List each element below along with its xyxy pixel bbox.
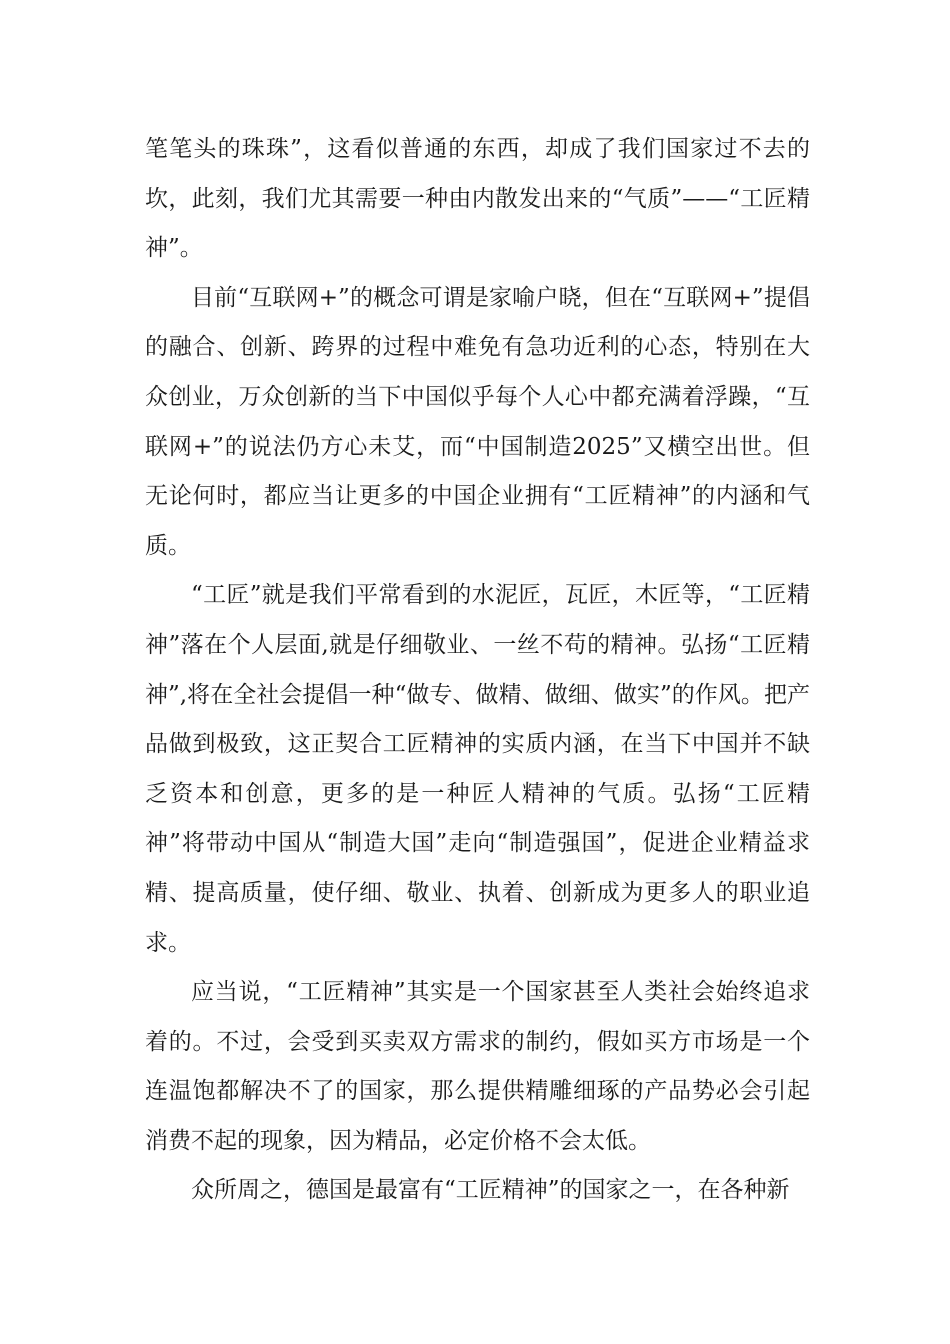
paragraph-5: 众所周之，德国是最富有“工匠精神”的国家之一，在各种新: [191, 1177, 790, 1204]
paragraph-3: “工匠”就是我们平常看到的水泥匠，瓦匠，木匠等，“工匠精神”落在个人层面,就是仔细敬业、一丝不苟的精神。弘扬“工匠精神”,将在全社会提倡一种“做专、做精、做细、做实”的作风。把产品做到极致，这正契合工匠精神的实质内涵，在当下中国并不缺乏资本和创意，更多的是一种匠人精神的气质。弘扬“工匠精神”将带动中国从“制造大国”走向“制造强国”，促进企业精益求精、提高质量，使仔细、敬业、执着、创新成为更多人的职业追求。: [145, 582, 810, 956]
body-text: [145, 125, 810, 1216]
paragraph-2: 目前“互联网+”的概念可谓是家喻户晓，但在“互联网+”提倡的融合、创新、跨界的过程中难免有急功近利的心态，特别在大众创业，万众创新的当下中国似乎每个人心中都充满着浮躁，“互联网+”的说法仍方心未艾，而“中国制造2025”又横空出世。但无论何时，都应当让更多的中国企业拥有“工匠精神”的内涵和气质。: [145, 284, 810, 559]
paragraph-4: 应当说，“工匠精神”其实是一个国家甚至人类社会始终追求着的。不过，会受到买卖双方需求的制约，假如买方市场是一个连温饱都解决不了的国家，那么提供精雕细琢的产品势必会引起消费不起的现象，因为精品，必定价格不会太低。: [145, 979, 810, 1154]
paragraph-1: 笔笔头的珠珠”，这看似普通的东西，却成了我们国家过不去的坎，此刻，我们尤其需要一种由内散发出来的“气质”——“工匠精神”。: [145, 136, 810, 262]
